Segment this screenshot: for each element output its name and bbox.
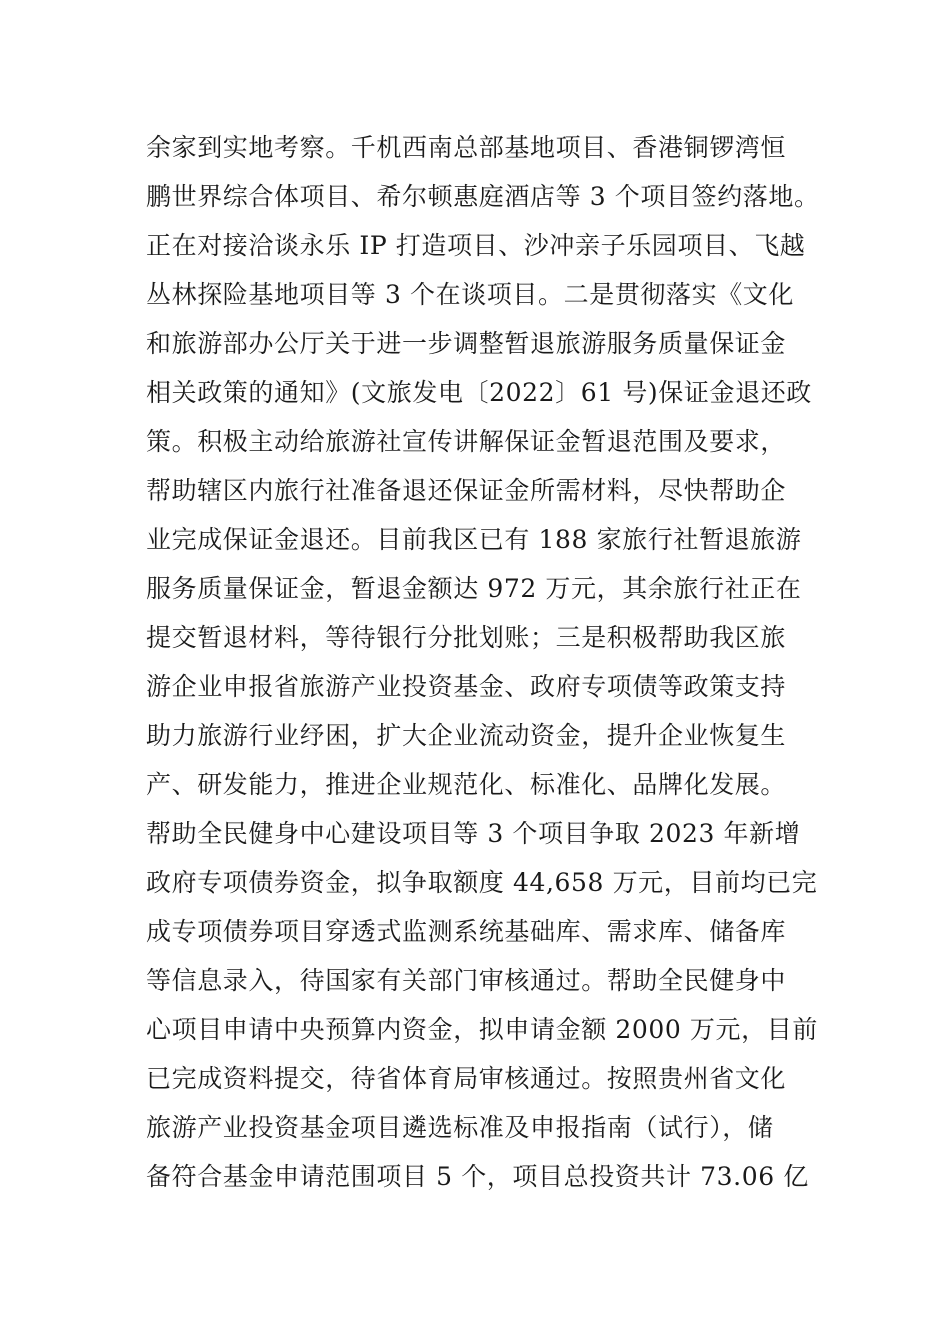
text-line: 已完成资料提交，待省体育局审核通过。按照贵州省文化 — [146, 1064, 787, 1093]
text-line: 业完成保证金退还。目前我区已有 188 家旅行社暂退旅游 — [146, 525, 802, 554]
text-line: 服务质量保证金，暂退金额达 972 万元，其余旅行社正在 — [146, 574, 802, 603]
text-line: 相关政策的通知》(文旅发电〔2022〕61 号)保证金退还政 — [146, 378, 812, 407]
text-line: 帮助辖区内旅行社准备退还保证金所需材料，尽快帮助企 — [146, 476, 787, 505]
text-line: 提交暂退材料，等待银行分批划账；三是积极帮助我区旅 — [146, 623, 787, 652]
text-line: 策。积极主动给旅游社宣传讲解保证金暂退范围及要求， — [146, 427, 787, 456]
text-line: 正在对接洽谈永乐 IP 打造项目、沙冲亲子乐园项目、飞越 — [146, 231, 806, 260]
text-line: 心项目申请中央预算内资金，拟申请金额 2000 万元，目前 — [146, 1015, 818, 1044]
text-line: 游企业申报省旅游产业投资基金、政府专项债等政策支持 — [146, 672, 787, 701]
text-line: 政府专项债券资金，拟争取额度 44,658 万元，目前均已完 — [146, 868, 818, 897]
text-line: 成专项债券项目穿透式监测系统基础库、需求库、储备库 — [146, 917, 787, 946]
text-line: 助力旅游行业纾困，扩大企业流动资金，提升企业恢复生 — [146, 721, 787, 750]
text-line: 备符合基金申请范围项目 5 个，项目总投资共计 73.06 亿 — [146, 1162, 809, 1191]
text-line: 帮助全民健身中心建设项目等 3 个项目争取 2023 年新增 — [146, 819, 801, 848]
text-line: 和旅游部办公厅关于进一步调整暂退旅游服务质量保证金 — [146, 329, 787, 358]
text-line: 丛林探险基地项目等 3 个在谈项目。二是贯彻落实《文化 — [146, 280, 795, 309]
text-line: 鹏世界综合体项目、希尔顿惠庭酒店等 3 个项目签约落地。 — [146, 182, 820, 211]
text-line: 产、研发能力，推进企业规范化、标准化、品牌化发展。 — [146, 770, 787, 799]
text-line: 旅游产业投资基金项目遴选标准及申报指南（试行），储 — [146, 1113, 774, 1142]
text-line: 余家到实地考察。千机西南总部基地项目、香港铜锣湾恒 — [146, 133, 787, 162]
text-line: 等信息录入，待国家有关部门审核通过。帮助全民健身中 — [146, 966, 787, 995]
